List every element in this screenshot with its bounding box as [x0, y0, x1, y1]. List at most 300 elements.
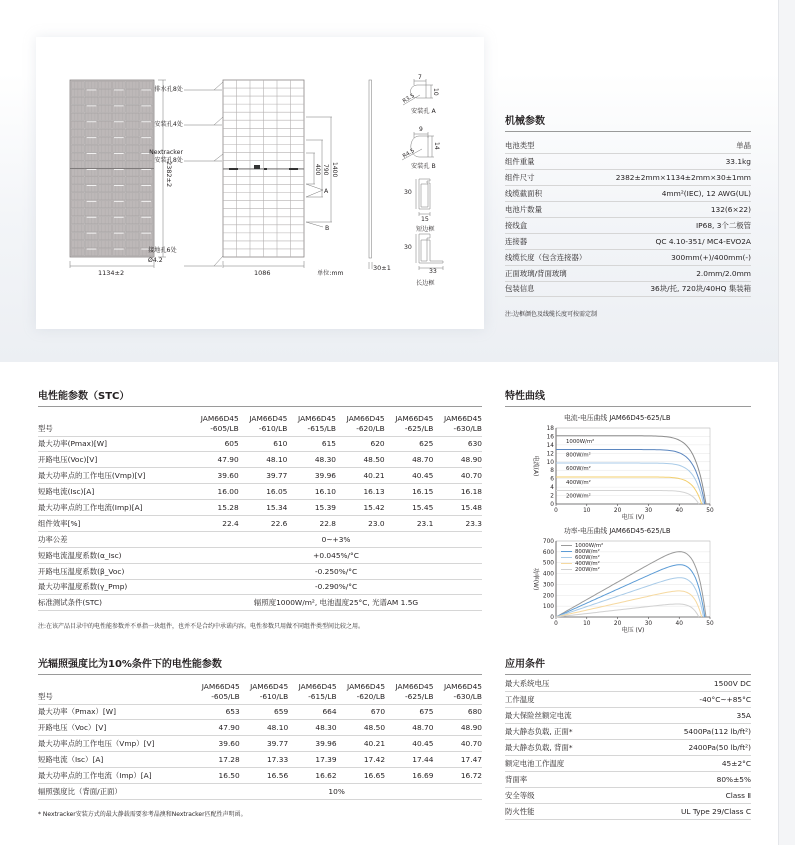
y-tick-label: 0: [550, 502, 554, 508]
dim-400-label: 400: [314, 164, 321, 176]
model-line2: -630/LB: [453, 423, 482, 433]
y-tick-label: 500: [542, 560, 554, 567]
mechanical-title: 机械参数: [505, 112, 751, 132]
inner-width-label: 1086: [254, 269, 271, 277]
cell-value: 48.70: [385, 720, 433, 736]
table-row: [505, 803, 751, 819]
x-axis-label: 电压 (V): [621, 514, 645, 520]
cell-value: 40.45: [385, 468, 434, 484]
cell-value: 620: [336, 436, 385, 452]
cell-value: 16.50: [191, 768, 239, 784]
row-value: 36块/托, 720块/40HQ 集装箱: [597, 281, 751, 297]
row-label: 最大保险丝额定电流: [505, 708, 626, 724]
row-label: 标准测试条件(STC): [38, 595, 190, 611]
table-row: [505, 170, 751, 186]
table-row: [505, 138, 751, 154]
table-row: [505, 755, 751, 771]
model-line1: JAM66D45: [298, 413, 336, 423]
scrollbar-track[interactable]: [778, 0, 795, 845]
iv-chart-title: 电流-电压曲线 JAM66D45-625/LB: [564, 414, 671, 422]
cell-value: 48.10: [239, 452, 288, 468]
long-frame-label: 长边框: [416, 280, 435, 287]
model-line1: JAM66D45: [444, 413, 482, 423]
table-row: [38, 515, 482, 531]
y-tick-label: 400: [542, 571, 554, 578]
span-value: 辐照度1000W/m², 电池温度25°C, 光谱AM 1.5G: [190, 595, 482, 611]
cell-value: 22.8: [287, 515, 336, 531]
stc-title: 电性能参数（STC）: [38, 387, 482, 407]
row-value: 45±2°C: [626, 755, 751, 771]
model-line2: -625/LB: [405, 691, 434, 701]
x-tick-label: 10: [583, 508, 591, 514]
y-tick-label: 2: [550, 493, 554, 500]
row-label: 短路电流(Isc)[A]: [38, 484, 190, 500]
hole-a-label: 安装孔 A: [411, 108, 436, 115]
row-label: 开路电压温度系数(β_Voc): [38, 563, 190, 579]
dim-1400-label: 1400: [331, 162, 338, 178]
series-label: 800W/m²: [566, 452, 591, 459]
row-label: 功率公差: [38, 531, 190, 547]
width-dim-label: 1134±2: [98, 269, 125, 277]
width-dimension: [70, 261, 154, 268]
y-tick-label: 14: [546, 442, 554, 449]
cell-value: 16.72: [433, 768, 482, 784]
cell-value: 39.60: [190, 468, 239, 484]
row-label: 防火性能: [505, 803, 626, 819]
dimension-drawing: [36, 37, 484, 329]
y-axis-label: 功率(W): [532, 567, 539, 591]
model-header: [288, 676, 336, 704]
row-label: 最大功率(Pmax)[W]: [38, 436, 190, 452]
row-label: 最大系统电压: [505, 676, 626, 692]
curves-title: 特性曲线: [505, 387, 751, 407]
table-row: [505, 154, 751, 170]
cell-value: 17.42: [337, 752, 385, 768]
x-tick-label: 0: [554, 508, 558, 514]
cell-value: 610: [239, 436, 288, 452]
row-label: 短路电流温度系数(α_Isc): [38, 547, 190, 563]
table-row: [38, 752, 482, 768]
row-value: 4mm²(IEC), 12 AWG(UL): [597, 186, 751, 202]
cell-value: 40.21: [337, 736, 385, 752]
x-tick-label: 30: [644, 508, 653, 514]
unit-label: 单位:mm: [317, 270, 344, 277]
pv-chart: [520, 533, 730, 633]
row-value: -40°C~+85°C: [626, 692, 751, 708]
mark-a-label: A: [324, 188, 329, 195]
model-line2: -605/LB: [211, 691, 240, 701]
row-value: 300mm(+)/400mm(-): [597, 249, 751, 265]
cell-value: 39.96: [288, 736, 336, 752]
table-row: [505, 265, 751, 281]
table-row: [505, 281, 751, 297]
model-line1: JAM66D45: [346, 413, 385, 423]
table-row: [38, 736, 482, 752]
hole-b-height-label: 14: [433, 142, 440, 150]
table-row: [505, 724, 751, 740]
y-tick-label: 8: [550, 468, 554, 475]
model-line2: -610/LB: [259, 691, 289, 701]
cell-value: 48.50: [336, 452, 385, 468]
span-value: 10%: [191, 783, 482, 799]
stc-table: [38, 408, 482, 611]
legend-label: 800W/m²: [575, 549, 600, 555]
x-tick-label: 20: [613, 508, 622, 514]
legend-label: 200W/m²: [575, 567, 600, 573]
row-label: 线缆长度（包含连接器）: [505, 249, 597, 265]
cell-value: 653: [191, 704, 239, 720]
row-value: 132(6×22): [597, 202, 751, 218]
application-table: [505, 676, 751, 820]
model-line2: -620/LB: [356, 423, 385, 433]
model-line1: JAM66D45: [201, 681, 240, 691]
y-tick-label: 16: [546, 434, 554, 441]
model-line1: JAM66D45: [200, 413, 239, 423]
model-line1: JAM66D45: [347, 681, 386, 691]
long-frame-profile: [416, 234, 443, 270]
row-label: 电池类型: [505, 138, 597, 154]
row-label: 最大功率点的工作电压(Vmp)[V]: [38, 468, 190, 484]
x-tick-label: 0: [554, 621, 558, 627]
span-value: -0.250%/°C: [190, 563, 482, 579]
cell-value: 16.13: [336, 484, 385, 500]
model-label: 型号: [38, 408, 190, 436]
cell-value: 675: [385, 704, 433, 720]
row-label: 最大功率点的工作电流（Imp）[A]: [38, 768, 191, 784]
row-value: 5400Pa(112 lb/ft²): [626, 724, 751, 740]
row-value: 2.0mm/2.0mm: [597, 265, 751, 281]
model-header: [385, 408, 434, 436]
series-label: 600W/m²: [566, 466, 591, 473]
height-dim-label: 2382±2: [165, 161, 173, 188]
cell-value: 15.39: [287, 500, 336, 516]
series-label: 200W/m²: [566, 493, 591, 500]
row-value: 2400Pa(50 lb/ft²): [626, 740, 751, 756]
cell-value: 17.47: [433, 752, 482, 768]
row-label: 最大功率（Pmax）[W]: [38, 704, 191, 720]
cell-value: 40.21: [336, 468, 385, 484]
x-tick-label: 10: [583, 621, 591, 627]
y-tick-label: 12: [546, 451, 554, 458]
mount-holes-label: 安装孔4处: [154, 121, 183, 128]
cell-value: 17.28: [191, 752, 239, 768]
cell-value: 17.44: [385, 752, 433, 768]
cell-value: 39.77: [239, 468, 288, 484]
row-label: 组件尺寸: [505, 170, 597, 186]
row-label: 接线盒: [505, 217, 597, 233]
model-line1: JAM66D45: [250, 681, 289, 691]
hole-b-radius-label: R4.5: [401, 147, 416, 160]
cell-value: 23.1: [385, 515, 434, 531]
cell-value: 40.70: [433, 468, 482, 484]
cell-value: 16.18: [433, 484, 482, 500]
row-label: 开路电压(Voc)[V]: [38, 452, 190, 468]
cell-value: 15.28: [190, 500, 239, 516]
cell-value: 48.90: [433, 720, 482, 736]
drain-holes-label: 排水孔8处: [154, 86, 183, 93]
row-value: 2382±2mm×1134±2mm×30±1mm: [597, 170, 751, 186]
cell-value: 23.3: [433, 515, 482, 531]
row-value: 80%±5%: [626, 771, 751, 787]
cell-value: 39.96: [287, 468, 336, 484]
cell-value: 39.77: [240, 736, 288, 752]
iv-chart: [520, 420, 730, 520]
table-row: [38, 595, 482, 611]
row-label: 最大功率点的工作电流(Imp)[A]: [38, 500, 190, 516]
y-tick-label: 4: [550, 485, 554, 492]
hole-b-width-label: 9: [419, 126, 423, 133]
cell-value: 605: [190, 436, 239, 452]
table-row: [505, 249, 751, 265]
y-tick-label: 300: [542, 582, 554, 589]
cell-value: 16.05: [239, 484, 288, 500]
table-row: [38, 720, 482, 736]
row-label: 额定电池工作温度: [505, 755, 626, 771]
model-line2: -625/LB: [404, 423, 434, 433]
cell-value: 15.42: [336, 500, 385, 516]
row-value: IP68, 3个二极管: [597, 217, 751, 233]
row-label: 工作温度: [505, 692, 626, 708]
row-label: 最大功率温度系数(γ_Pmp): [38, 579, 190, 595]
span-value: -0.290%/°C: [190, 579, 482, 595]
table-row: [38, 452, 482, 468]
long-frame-width-label: 33: [429, 268, 437, 275]
legend-label: 600W/m²: [575, 555, 600, 561]
span-value: +0.045%/°C: [190, 547, 482, 563]
row-label: 短路电流（Isc）[A]: [38, 752, 191, 768]
x-tick-label: 30: [644, 621, 653, 627]
model-line2: -620/LB: [356, 691, 386, 701]
cell-value: 47.90: [190, 452, 239, 468]
y-tick-label: 6: [550, 476, 554, 483]
table-row: [38, 531, 482, 547]
cell-value: 17.33: [240, 752, 288, 768]
table-row: [505, 217, 751, 233]
model-header: [287, 408, 336, 436]
table-row: [505, 233, 751, 249]
application-title: 应用条件: [505, 655, 751, 675]
model-header: [337, 676, 385, 704]
dimension-drawing-card: [36, 37, 484, 329]
cell-value: 15.45: [385, 500, 434, 516]
y-tick-label: 18: [546, 426, 554, 432]
cell-value: 40.45: [385, 736, 433, 752]
legend-label: 1000W/m²: [575, 543, 604, 549]
x-axis-label: 电压 (V): [621, 627, 645, 633]
table-row: [38, 500, 482, 516]
y-tick-label: 0: [550, 615, 554, 621]
cell-value: 16.15: [385, 484, 434, 500]
row-value: QC 4.10-351/ MC4-EVO2A: [597, 233, 751, 249]
y-tick-label: 10: [546, 459, 554, 466]
cell-value: 16.00: [190, 484, 239, 500]
row-label: 组件效率[%]: [38, 515, 190, 531]
table-row: [505, 692, 751, 708]
cell-value: 48.70: [385, 452, 434, 468]
row-label: 组件重量: [505, 154, 597, 170]
cell-value: 17.39: [288, 752, 336, 768]
table-row: [505, 708, 751, 724]
row-label: 最大静态负载, 正面*: [505, 724, 626, 740]
x-tick-label: 50: [706, 508, 714, 514]
long-frame-height-label: 30: [404, 244, 412, 251]
row-label: 正面玻璃/背面玻璃: [505, 265, 597, 281]
row-value: 1500V DC: [626, 676, 751, 692]
x-tick-label: 40: [675, 508, 683, 514]
row-label: 开路电压（Voc）[V]: [38, 720, 191, 736]
model-line2: -610/LB: [258, 423, 288, 433]
mechanical-note: 注:边框颜色及线缆长度可按需定制: [505, 311, 598, 318]
model-line1: JAM66D45: [395, 413, 434, 423]
cell-value: 48.50: [337, 720, 385, 736]
cell-value: 680: [433, 704, 482, 720]
cell-value: 16.69: [385, 768, 433, 784]
nextracker-holes-label: 安装孔8处: [154, 157, 183, 164]
model-header: [239, 408, 288, 436]
y-tick-label: 200: [542, 593, 554, 600]
table-row: [505, 740, 751, 756]
model-line1: JAM66D45: [298, 681, 337, 691]
mechanical-table: [505, 138, 751, 297]
row-value: 单晶: [597, 138, 751, 154]
cell-value: 630: [433, 436, 482, 452]
legend-label: 400W/m²: [575, 561, 600, 567]
model-line1: JAM66D45: [444, 681, 482, 691]
cell-value: 48.30: [288, 720, 336, 736]
table-row: [505, 787, 751, 803]
cell-value: 48.10: [240, 720, 288, 736]
model-header: [433, 408, 482, 436]
model-header: [190, 408, 239, 436]
row-label: 辐照强度比（背面/正面）: [38, 783, 191, 799]
table-row: [38, 704, 482, 720]
short-frame-width-label: 15: [421, 216, 429, 223]
cell-value: 15.48: [433, 500, 482, 516]
y-axis-label: 电流(A): [532, 455, 539, 477]
model-header: [385, 676, 433, 704]
model-header: [336, 408, 385, 436]
cell-value: 39.60: [191, 736, 239, 752]
table-row: [38, 547, 482, 563]
cell-value: 670: [337, 704, 385, 720]
panel-side-view: [369, 80, 372, 269]
table-row: [505, 202, 751, 218]
row-label: 安全等级: [505, 787, 626, 803]
cell-value: 15.34: [239, 500, 288, 516]
dim-790-label: 790: [322, 164, 329, 176]
nextracker-label: Nextracker: [149, 149, 183, 156]
bifacial-note: * Nextracker安装方式的最大静载需要参考晶澳和Nextracker匹配性声明函。: [38, 811, 247, 818]
height-dimension: [158, 80, 166, 257]
bifacial-title: 光辐照强度比为10%条件下的电性能参数: [38, 655, 482, 675]
ground-dia-label: Ø4.2: [148, 257, 163, 264]
x-tick-label: 40: [675, 621, 683, 627]
x-tick-label: 20: [613, 621, 622, 627]
model-line2: -605/LB: [210, 423, 239, 433]
series-label: 400W/m²: [566, 479, 591, 486]
row-label: 连接器: [505, 233, 597, 249]
cell-value: 625: [385, 436, 434, 452]
model-header: [191, 676, 239, 704]
header-row: [38, 676, 482, 704]
model-line1: JAM66D45: [395, 681, 434, 691]
table-row: [38, 563, 482, 579]
row-value: Class Ⅱ: [626, 787, 751, 803]
span-value: 0~+3%: [190, 531, 482, 547]
table-row: [38, 436, 482, 452]
model-label: 型号: [38, 676, 191, 704]
cell-value: 48.90: [433, 452, 482, 468]
cell-value: 16.56: [240, 768, 288, 784]
cell-value: 16.10: [287, 484, 336, 500]
header-row: [38, 408, 482, 436]
short-frame-label: 短边框: [416, 226, 435, 233]
cell-value: 47.90: [191, 720, 239, 736]
table-row: [38, 579, 482, 595]
model-line2: -615/LB: [307, 423, 336, 433]
row-label: 包装信息: [505, 281, 597, 297]
cell-value: 23.0: [336, 515, 385, 531]
cell-value: 664: [288, 704, 336, 720]
row-label: 背面率: [505, 771, 626, 787]
table-row: [38, 768, 482, 784]
row-label: 最大功率点的工作电压（Vmp）[V]: [38, 736, 191, 752]
model-header: [433, 676, 482, 704]
cell-value: 615: [287, 436, 336, 452]
cell-value: 16.62: [288, 768, 336, 784]
table-row: [505, 186, 751, 202]
cell-value: 22.6: [239, 515, 288, 531]
table-row: [505, 676, 751, 692]
mark-b-label: B: [325, 225, 330, 232]
row-label: 最大静态负载, 背面*: [505, 740, 626, 756]
cell-value: 659: [240, 704, 288, 720]
cell-value: 40.70: [433, 736, 482, 752]
model-line2: -630/LB: [453, 691, 482, 701]
stc-note: 注:在该产品目录中的电性能参数并不单指一块组件，也并不是合约中承诺内容。电性参数只用做不同组件类型间比较之用。: [38, 623, 365, 630]
ground-holes-label: 接地孔6处: [148, 247, 177, 254]
pv-chart-title: 功率-电压曲线 JAM66D45-625/LB: [564, 527, 671, 535]
y-tick-label: 600: [542, 549, 554, 556]
table-row: [38, 484, 482, 500]
table-row: [505, 771, 751, 787]
model-line2: -615/LB: [308, 691, 337, 701]
y-tick-label: 700: [542, 539, 554, 545]
table-row: [38, 468, 482, 484]
series-label: 1000W/m²: [566, 438, 595, 445]
bifacial-table: [38, 676, 482, 800]
x-tick-label: 50: [706, 621, 714, 627]
hole-a-height-label: 10: [432, 88, 439, 96]
hole-a-radius-label: R3.5: [401, 92, 416, 105]
panel-front-view: [70, 80, 154, 257]
row-value: 33.1kg: [597, 154, 751, 170]
hole-b-label: 安装孔 B: [411, 163, 436, 170]
model-line1: JAM66D45: [249, 413, 288, 423]
cell-value: 48.30: [287, 452, 336, 468]
table-row: [38, 783, 482, 799]
row-label: 线缆截面积: [505, 186, 597, 202]
model-header: [240, 676, 288, 704]
short-frame-profile: [416, 179, 430, 216]
cell-value: 16.65: [337, 768, 385, 784]
row-value: UL Type 29/Class C: [626, 803, 751, 819]
row-label: 电池片数量: [505, 202, 597, 218]
y-tick-label: 100: [542, 604, 554, 611]
hole-a-width-label: 7: [418, 74, 422, 81]
cell-value: 22.4: [190, 515, 239, 531]
row-value: 35A: [626, 708, 751, 724]
